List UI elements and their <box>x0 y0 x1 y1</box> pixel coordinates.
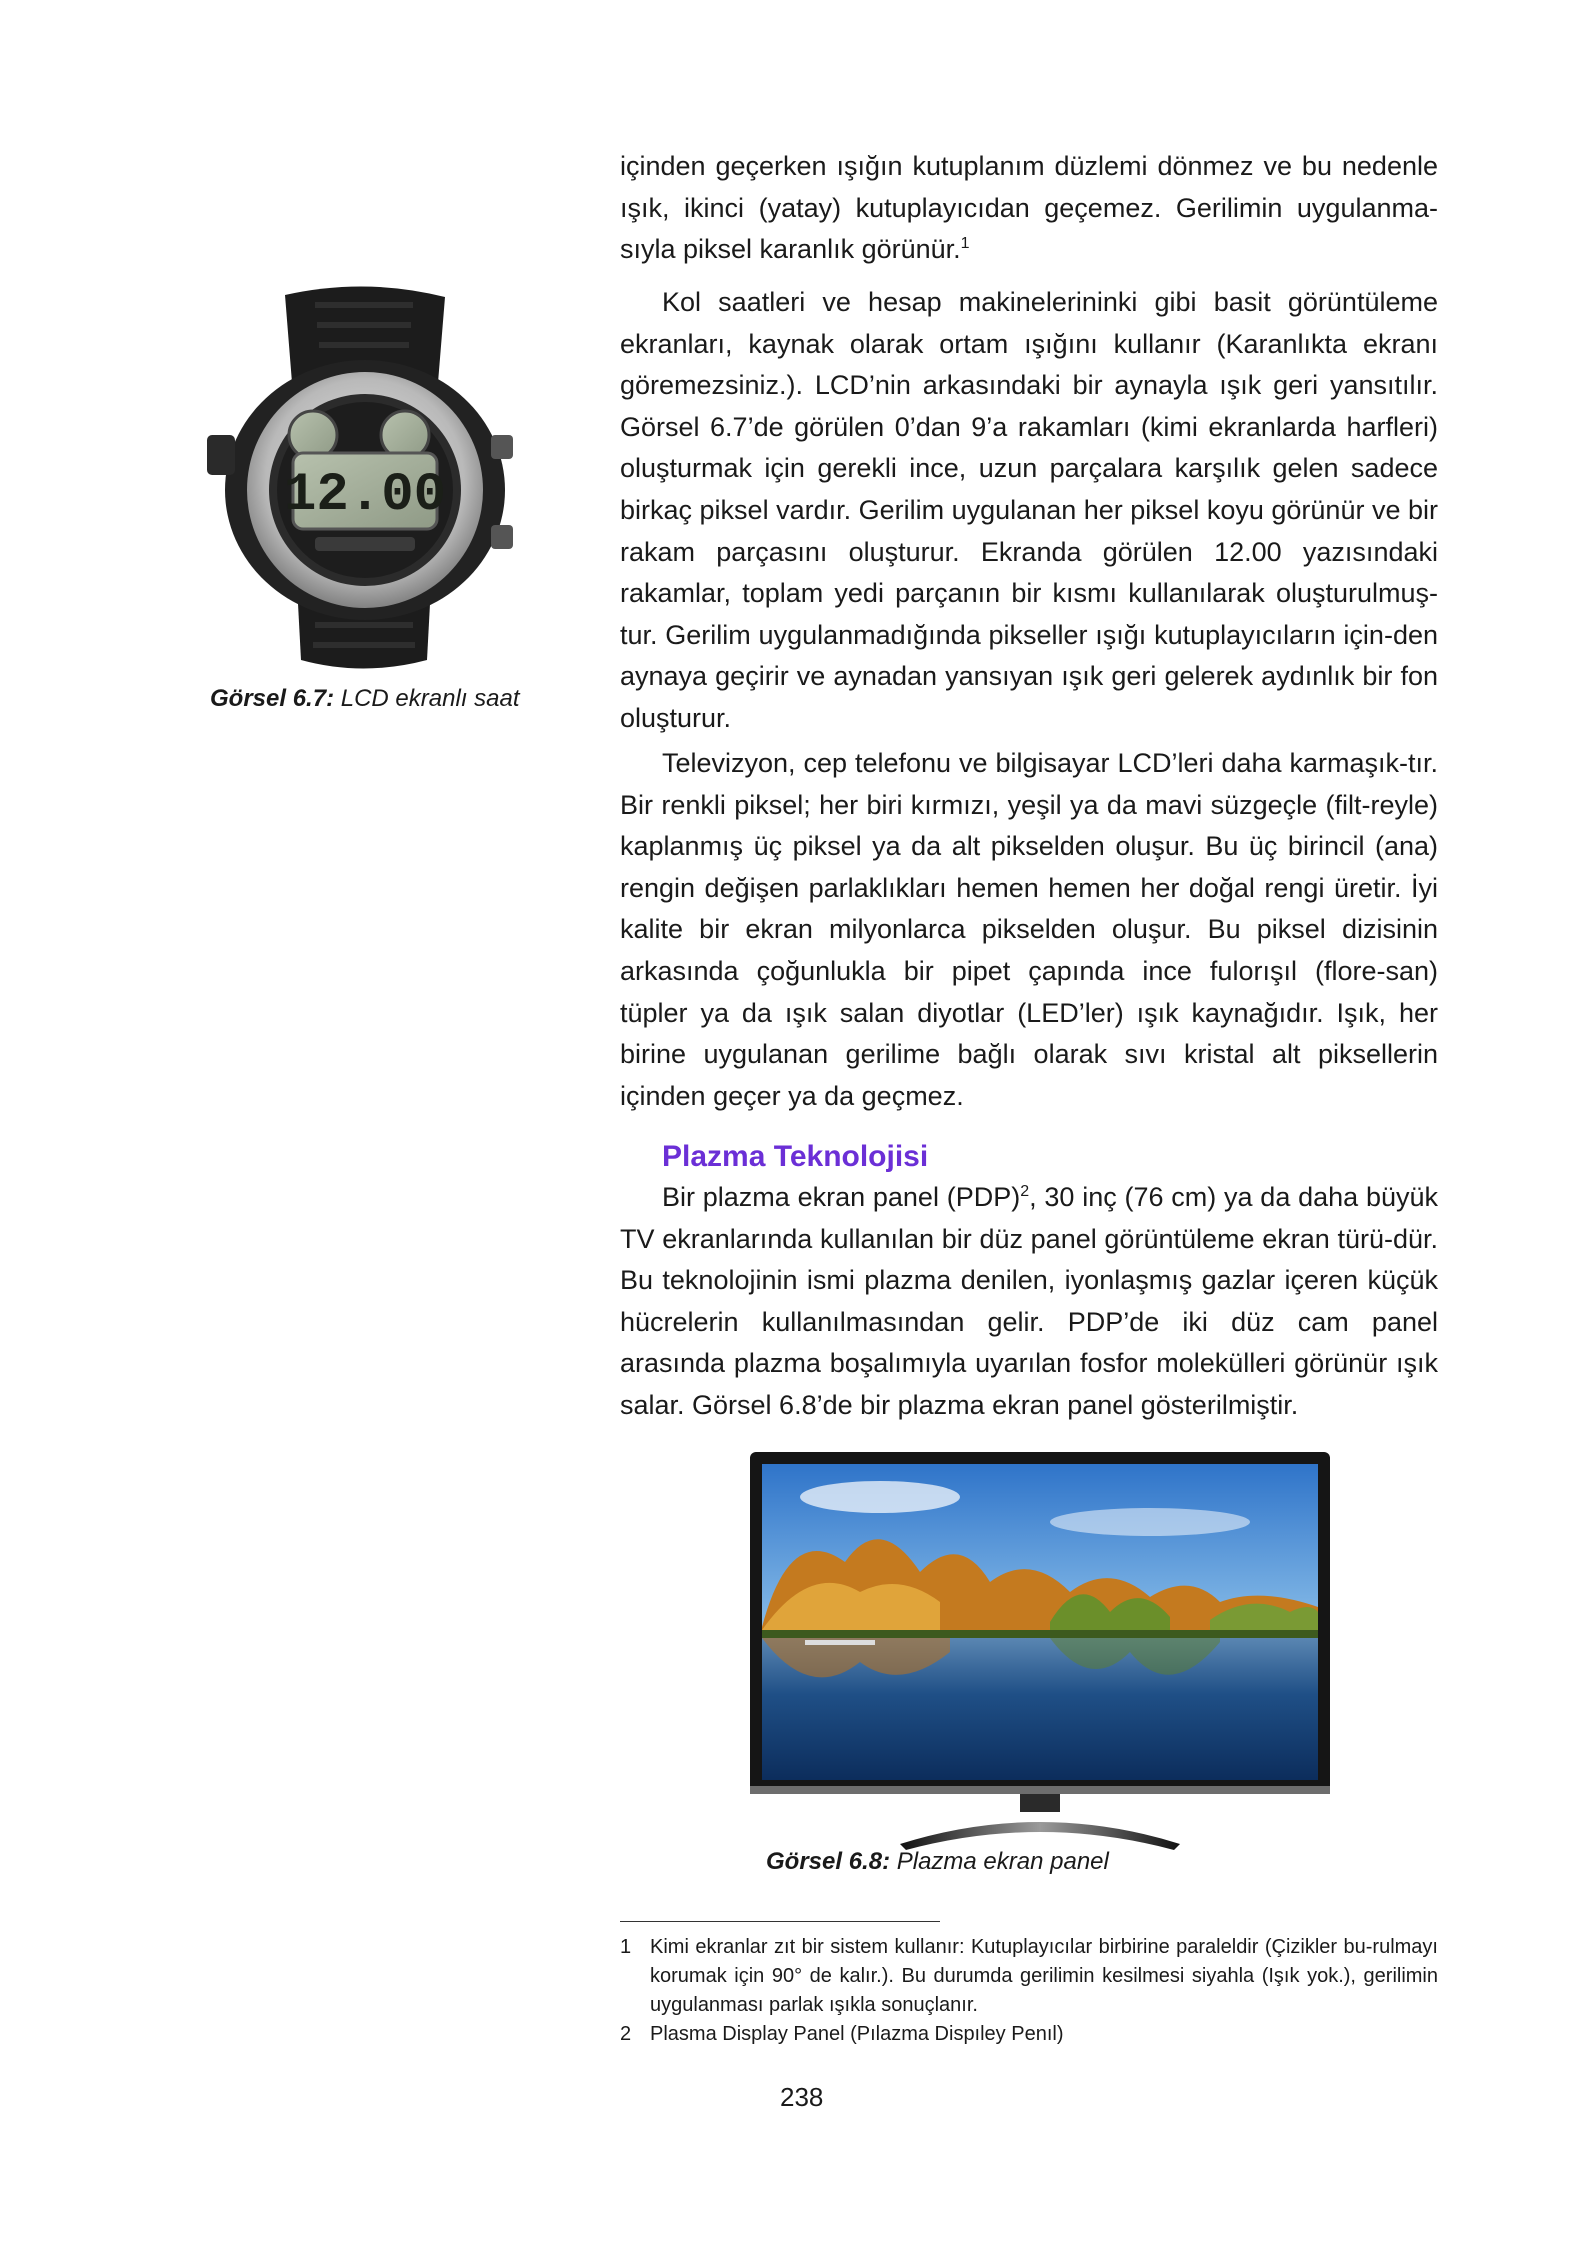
watch-caption-label: Görsel 6.7: <box>210 685 335 712</box>
footnote-1-number: 1 <box>620 1936 632 1958</box>
paragraph-4-text-after: , 30 inç (76 cm) ya da daha büyük TV ekranlarında kullanılan bir düz panel görüntüleme ekran türü-dür. Bu teknolojinin ismi plazma denilen, iyonlaşmış gazlar içeren küçük hücrelerin kullanılmasından gelir. PDP’de iki düz cam panel arasında plazma boşalımıyla uyarılan fosfor molekülleri görünür ışık salar. Görsel 6.8’de bir plazma ekran panel gösterilmiştir. <box>620 1182 1438 1420</box>
paragraph-2-text: Kol saatleri ve hesap makinelerininki gibi basit görüntüleme ekranları, kaynak olarak ortam ışığını kullanır (Karanlıkta ekranı göremezsiniz.). LCD’nin arkasındaki bir aynayla ışık geri yansıtılır. Görsel 6.7’de görülen 0’dan 9’a rakamları (kimi ekranlarda harfleri) oluşturmak için gerekli ince, uzun parçalara karşılık gelen sadece birkaç piksel vardır. Gerilim uygulanan her piksel koyu görünür ve bir rakam parçasını oluşturur. Ekranda görülen 12.00 yazısındaki rakamlar, toplam yedi parçanın bir kısmı kullanılarak oluşturulmuş-tur. Gerilim uygulanmadığında pikseller ışığı kutuplayıcıların için-den aynaya geçirir ve aynadan yansıyan ışık geri gelerek aydınlık bir fon oluşturur. <box>620 287 1438 733</box>
footnote-2-text: Plasma Display Panel (Pılazma Dispıley Penıl) <box>650 2023 1064 2045</box>
footnote-divider <box>620 1921 940 1922</box>
watch-caption <box>210 685 550 713</box>
footnote-2 <box>620 2020 1438 2049</box>
lcd-watch-image <box>205 285 520 670</box>
lcd-watch-icon <box>205 285 520 670</box>
plasma-tv-icon <box>750 1452 1330 1852</box>
tv-caption <box>766 1848 1109 1876</box>
footnotes <box>620 1933 1438 2049</box>
footnote-2-number: 2 <box>620 2023 632 2045</box>
svg-text:12.00: 12.00 <box>283 465 447 526</box>
watch-caption-text: LCD ekranlı saat <box>340 685 520 712</box>
footnote-1 <box>620 1933 1438 2020</box>
tv-caption-text: Plazma ekran panel <box>896 1848 1109 1875</box>
body-paragraph-1 <box>620 146 1438 271</box>
body-paragraph-2 <box>620 282 1438 740</box>
body-paragraph-3 <box>620 743 1438 1117</box>
plasma-tv-image <box>750 1452 1330 1852</box>
page-number: 238 <box>780 2082 824 2112</box>
section-heading: Plazma Teknolojisi <box>662 1140 929 1173</box>
tv-caption-label: Görsel 6.8: <box>766 1848 891 1875</box>
body-paragraph-4 <box>620 1177 1438 1427</box>
paragraph-1-text: içinden geçerken ışığın kutuplanım düzlemi dönmez ve bu nedenle ışık, ikinci (yatay) kutuplayıcıdan geçemez. Gerilimin uygulanma-sıyla piksel karanlık görünür. <box>620 151 1438 265</box>
footnote-ref-2: 2 <box>1020 1183 1030 1200</box>
paragraph-4-text-before: Bir plazma ekran panel (PDP) <box>662 1182 1021 1212</box>
paragraph-3-text: Televizyon, cep telefonu ve bilgisayar LCD’leri daha karmaşık-tır. Bir renkli piksel; her biri kırmızı, yeşil ya da mavi süzgeçle (filt-reyle) kaplanmış üç piksel ya da alt pikselden oluşur. Bu üç birincil (ana) rengin değişen parlaklıkları hemen hemen her doğal rengi üretir. İyi kalite bir ekran milyonlarca pikselden oluşur. Bu piksel dizisinin arkasında çoğunlukla bir pipet çapında ince fulorışıl (flore-san) tüpler ya da ışık salan diyotlar (LED’ler) ışık kaynağıdır. Işık, her birine uygulanan gerilime bağlı olarak sıvı kristal alt piksellerin içinden geçer ya da geçmez. <box>620 748 1438 1111</box>
footnote-1-text: Kimi ekranlar zıt bir sistem kullanır: Kutuplayıcılar birbirine paraleldir (Çizikler bu-rulmayı korumak için 90° de kalır.). Bu durumda gerilimin kesilmesi siyahla (Işık yok.), gerilimin uygulanması parlak ışıkla sonuçlanır. <box>650 1936 1438 2016</box>
footnote-ref-1: 1 <box>960 235 970 253</box>
